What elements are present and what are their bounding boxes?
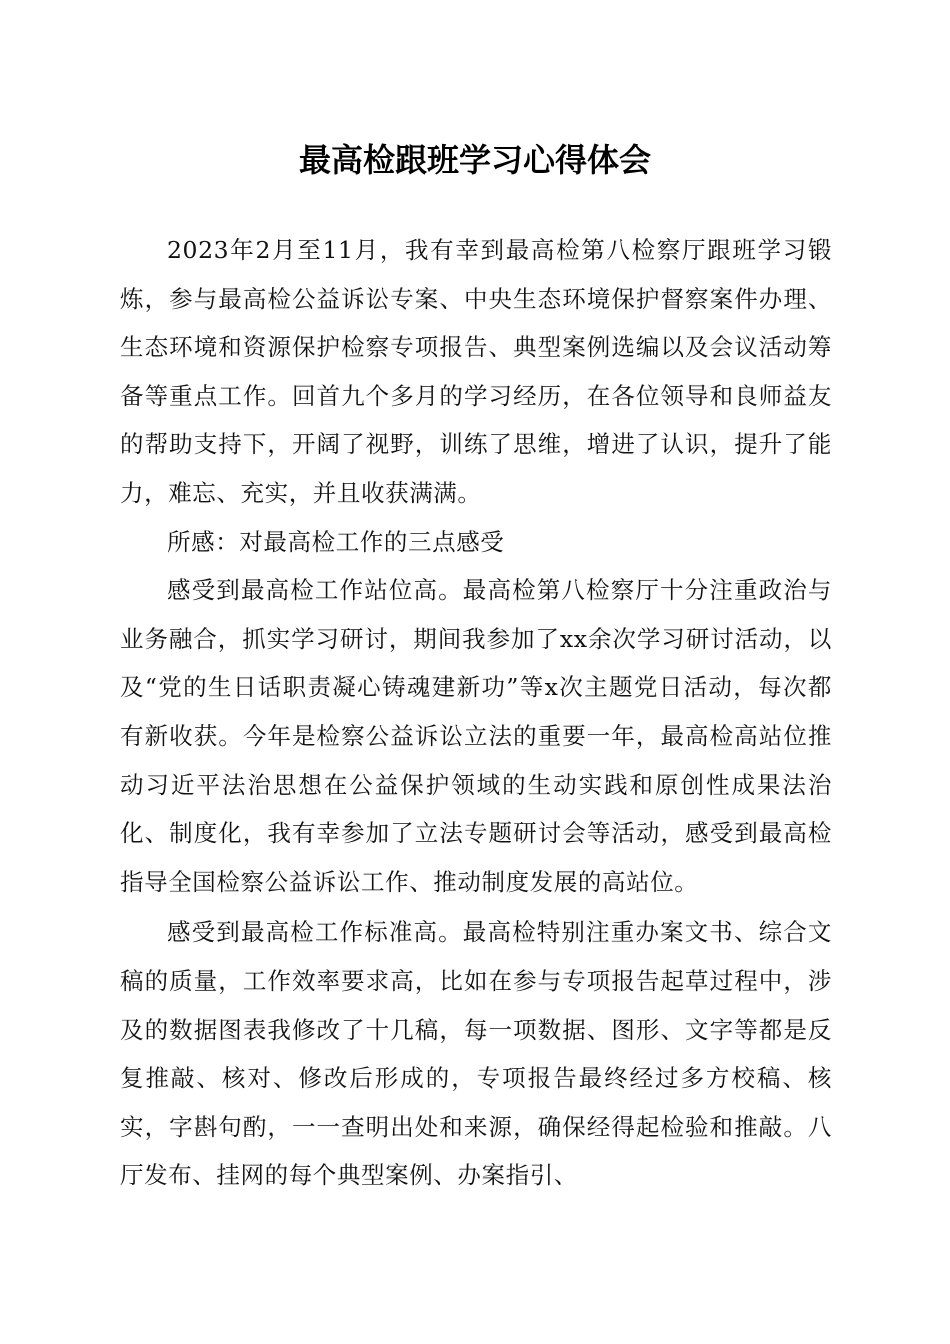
document-body xyxy=(120,226,832,1200)
paragraph-section-heading: 所感：对最高检工作的三点感受 xyxy=(167,527,505,556)
paragraph-high-standing: 感受到最高检工作站位高。最高检第八检察厅十分注重政治与业务融合，抓实学习研讨，期间我参加了xx余次学习研讨活动，以及“党的生日话职责凝心铸魂建新功”等x次主题党日活动，每次都有新收获。今年是检察公益诉讼立法的重要一年，最高检高站位推动习近平法治思想在公益保护领域的生动实践和原创性成果法治化、制度化，我有幸参加了立法专题研讨会等活动，感受到最高检指导全国检察公益诉讼工作、推动制度发展的高站位。 xyxy=(120,576,832,896)
paragraph-high-standard: 感受到最高检工作标准高。最高检特别注重办案文书、综合文稿的质量，工作效率要求高，比如在参与专项报告起草过程中，涉及的数据图表我修改了十几稿，每一项数据、图形、文字等都是反复推敲、核对、修改后形成的，专项报告最终经过多方校稿、核实，字斟句酌，一一查明出处和来源，确保经得起检验和推敲。八厅发布、挂网的每个典型案例、办案指引、 xyxy=(120,918,832,1190)
document-title: 最高检跟班学习心得体会 xyxy=(298,141,651,179)
paragraph-intro: 2023年2月至11月，我有幸到最高检第八检察厅跟班学习锻炼，参与最高检公益诉讼专案、中央生态环境保护督察案件办理、生态环境和资源保护检察专项报告、典型案例选编以及会议活动筹备等重点工作。回首九个多月的学习经历，在各位领导和良师益友的帮助支持下，开阔了视野，训练了思维，增进了认识，提升了能力，难忘、充实，并且收获满满。 xyxy=(120,236,832,507)
